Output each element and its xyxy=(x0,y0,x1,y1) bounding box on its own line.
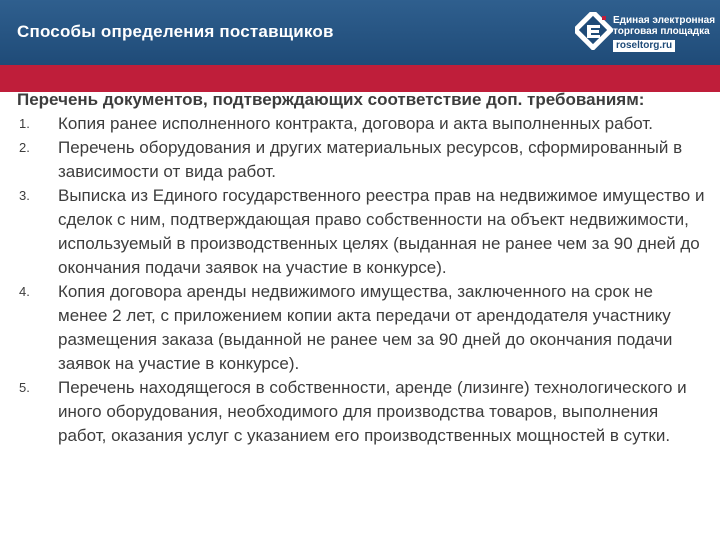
slide-header xyxy=(0,0,720,65)
logo-text-line-2: торговая площадка xyxy=(613,26,710,37)
logo-text-line-1: Единая электронная xyxy=(613,15,716,26)
list-item xyxy=(17,376,707,448)
slide-title: Способы определения поставщиков xyxy=(17,22,334,41)
list-item-text: Выписка из Единого государственного реестра прав на недвижимое имущество и сделок с ним, подтверждающая право собственности на объект недвижимости, используемый в производственных целях (выданная не ранее чем за 90 дней до окончания подачи заявок на участие в конкурсе). xyxy=(58,186,705,277)
list-item-text: Перечень находящегося в собственности, аренде (лизинге) технологического и иного оборудования, необходимого для производства товаров, выполнения работ, оказания услуг с указанием его производственных мощностей в сутки. xyxy=(58,378,687,445)
roseltorg-logo xyxy=(575,12,720,58)
list-item xyxy=(17,136,707,184)
list-item-number: 2. xyxy=(19,140,30,155)
list-item-number: 4. xyxy=(19,284,30,299)
document-list-heading: Перечень документов, подтверждающих соответствие доп. требованиям: xyxy=(17,90,645,109)
list-item-text: Копия договора аренды недвижимого имущества, заключенного на срок не менее 2 лет, с приложением копии акта передачи от арендодателя участнику размещения заказа (выданной не ранее чем за 90 дней до окончания подачи заявок на участие в конкурсе). xyxy=(58,282,673,373)
list-item xyxy=(17,112,707,136)
logo-url: roseltorg.ru xyxy=(613,40,675,52)
document-list xyxy=(17,112,707,448)
list-item-number: 3. xyxy=(19,188,30,203)
slide-content xyxy=(17,88,707,448)
list-item xyxy=(17,280,707,376)
list-item xyxy=(17,184,707,280)
list-item-text: Копия ранее исполненного контракта, договора и акта выполненных работ. xyxy=(58,114,654,133)
list-item-number: 1. xyxy=(19,116,30,131)
list-item-text: Перечень оборудования и других материальных ресурсов, сформированный в зависимости от вида работ. xyxy=(58,138,683,181)
logo-emblem-icon xyxy=(575,12,613,50)
list-item-number: 5. xyxy=(19,380,30,395)
